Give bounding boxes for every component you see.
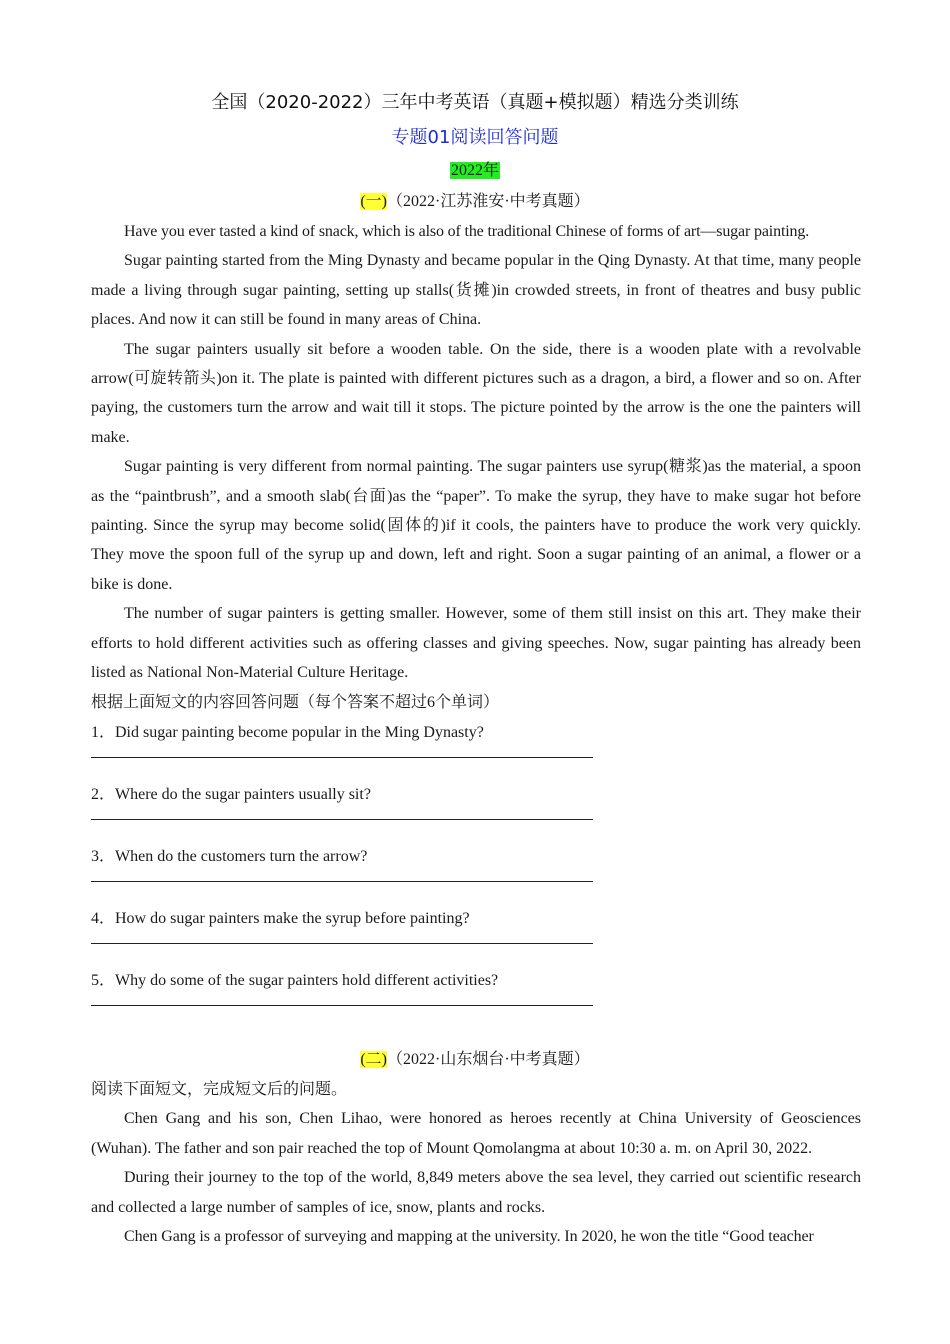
passage-paragraph: Sugar painting is very different from normal painting. The sugar painters use syrup(糖浆)as the material, a spoon as the “paintbrush”, and a smooth slab(台面)as the “paper”. To make the syrup, they have to make sugar hot before painting. Since the syrup may become solid(固体的)if it cools, the painters have to produce the work very quickly. They move the spoon full of the syrup up and down, left and right. Soon a sugar painting of an animal, a flower or a bike is done.	[91, 458, 861, 593]
passage-paragraph: The sugar painters usually sit before a wooden table. On the side, there is a wooden plate with a revolvable arrow(可旋转箭头)on it. The plate is painted with different pictures such as a dragon, a bird, a flower and so on. After paying, the customers turn the arrow and wait till it stops. The picture pointed by the arrow is the one the painters will make.	[91, 340, 861, 446]
section2-source: （2022·山东烟台·中考真题）	[387, 1051, 590, 1068]
passage-paragraph: Sugar painting started from the Ming Dynasty and became popular in the Qing Dynasty. At that time, many people made a living through sugar painting, setting up stalls(货摊)in crowded streets, in front of theatres and busy public places. And now it can still be found in many areas of China.	[91, 252, 861, 329]
answer-line-5[interactable]	[91, 1004, 593, 1006]
passage-paragraph: The number of sugar painters is getting smaller. However, some of them still insist on this art. They make their efforts to hold different activities such as offering classes and giving speeches. Now, sugar painting has already been listed as National Non-Material Culture Heritage.	[91, 605, 861, 682]
section1-heading	[0, 190, 950, 214]
page-title: 全国（2020-2022）三年中考英语（真题+模拟题）精选分类训练	[211, 92, 739, 113]
passage-paragraph: During their journey to the top of the world, 8,849 meters above the sea level, they carried out scientific research and collected a large number of samples of ice, snow, plants and rocks.	[91, 1169, 861, 1216]
answer-line-4[interactable]	[91, 942, 593, 944]
answer-line-2[interactable]	[91, 818, 593, 820]
question-2: 2．Where do the sugar painters usually sit?	[91, 786, 371, 803]
answer-line-3[interactable]	[91, 880, 593, 882]
section2-number: (二)	[360, 1051, 387, 1068]
section2-heading	[0, 1048, 950, 1072]
question-list	[91, 718, 861, 1028]
section1-passage	[91, 217, 861, 717]
question-1: 1．Did sugar painting become popular in the Ming Dynasty?	[91, 724, 484, 741]
passage-paragraph: Have you ever tasted a kind of snack, which is also of the traditional Chinese of forms of art—sugar painting.	[124, 223, 810, 240]
question-3: 3．When do the customers turn the arrow?	[91, 848, 368, 865]
year-heading	[0, 159, 950, 183]
section1-instruction: 根据上面短文的内容回答问题（每个答案不超过6个单词）	[91, 693, 500, 711]
section2-instruction: 阅读下面短文，完成短文后的问题。	[91, 1081, 348, 1098]
passage-paragraph: Chen Gang and his son, Chen Lihao, were honored as heroes recently at China University of Geosciences (Wuhan). The father and son pair reached the top of Mount Qomolangma at about 10:30 a. m. on April 30, 2022.	[91, 1110, 861, 1157]
section2-passage	[91, 1075, 861, 1251]
topic-subtitle: 专题01阅读回答问题	[391, 127, 559, 148]
section1-source: （2022·江苏淮安·中考真题）	[387, 193, 590, 210]
passage-paragraph: Chen Gang is a professor of surveying and mapping at the university. In 2020, he won the title “Good teacher	[124, 1228, 814, 1246]
question-4: 4．How do sugar painters make the syrup before painting?	[91, 910, 470, 927]
year-label: 2022年	[450, 162, 499, 179]
section1-number: (一)	[360, 193, 387, 210]
question-5: 5．Why do some of the sugar painters hold different activities?	[91, 972, 499, 989]
answer-line-1[interactable]	[91, 756, 593, 758]
